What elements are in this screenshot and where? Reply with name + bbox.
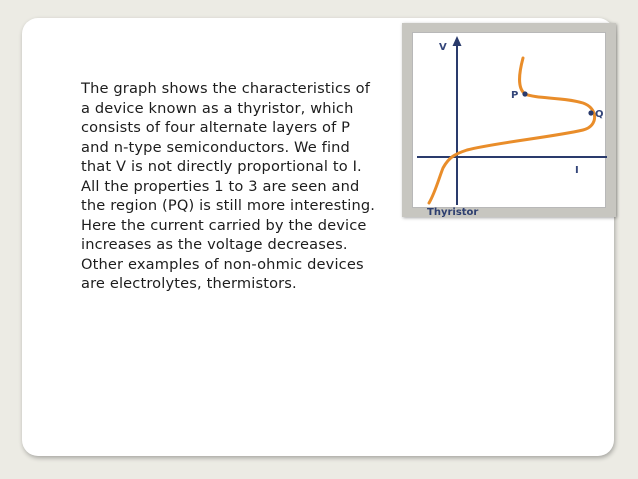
point-p-label: P <box>511 90 519 101</box>
y-axis-arrowhead <box>453 36 462 46</box>
figure-frame <box>402 23 616 217</box>
y-axis-label: V <box>439 42 447 53</box>
x-axis-label: I <box>575 165 579 176</box>
characteristic-curve <box>429 58 595 203</box>
thyristor-graph <box>412 32 606 218</box>
thyristor-graph-svg <box>413 33 607 218</box>
body-paragraph: The graph shows the characteristics of a device known as a thyristor, which consists of four alternate layers of P and n-type semiconductors. We find that V is not directly proportional to I. All the properties 1 to 3 are seen and the region (PQ) is still more interesting. Here the current carried by the device increases as the voltage decreases. Other examples of non-ohmic devices are electrolytes, thermistors. <box>81 80 376 292</box>
point-p <box>522 91 527 96</box>
point-q <box>588 110 593 115</box>
figure-caption: Thyristor <box>427 207 479 218</box>
point-q-label: Q <box>595 109 604 120</box>
